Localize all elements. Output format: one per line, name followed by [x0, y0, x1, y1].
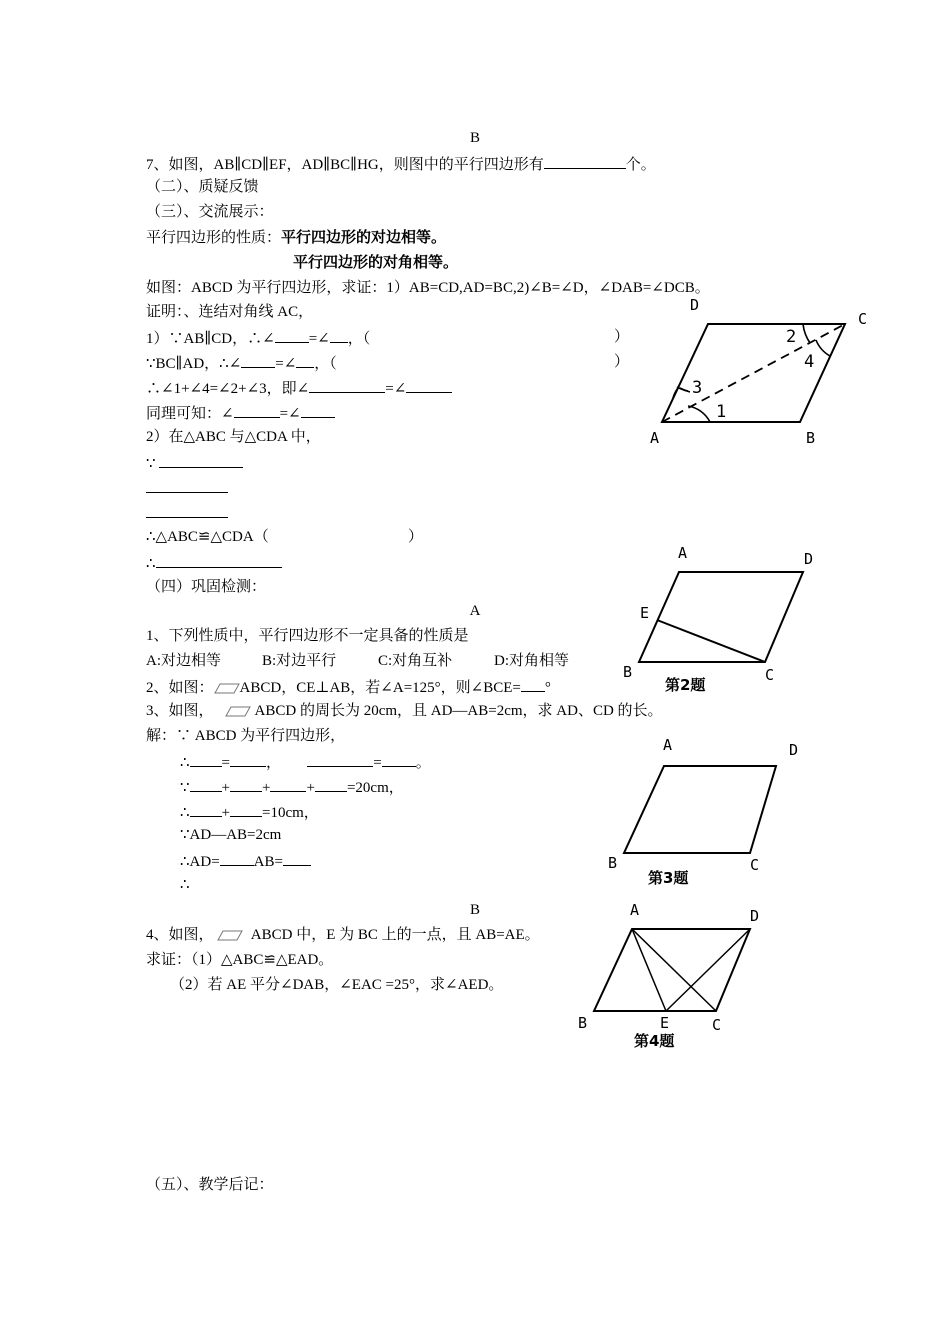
proof-step-5: 2）在△ABC 与△CDA 中，	[146, 429, 321, 445]
vertex-b: B	[623, 663, 633, 681]
figure-2-caption: 第2题	[665, 676, 706, 694]
solution-line-4: ∴ + =10cm，	[180, 802, 319, 822]
figure-3-parallelogram	[600, 733, 815, 893]
top-label-b: B	[469, 130, 480, 146]
paren-close: ）	[614, 329, 630, 345]
property-line-2: 平行四边形的对角相等。	[293, 255, 459, 271]
option-c: C:对角互补	[378, 653, 453, 669]
angle-4: 4	[804, 352, 815, 372]
vertex-d: D	[789, 741, 799, 759]
paren-close: ）	[614, 354, 630, 370]
option-a: A:对边相等	[146, 653, 222, 669]
parallelogram-icon	[214, 683, 240, 694]
angle-2: 2	[786, 327, 797, 347]
vertex-a: A	[650, 429, 660, 447]
test-question-1: 1、下列性质中，平行四边形不一定具备的性质是	[146, 628, 469, 644]
parallelogram-icon	[225, 706, 251, 717]
proof-step-2: ∵BC∥AD，∴∠ =∠ ，（	[146, 353, 337, 373]
vertex-c: C	[858, 310, 868, 328]
test-question-3: 3、如图， ABCD 的周长为 20cm，且 AD—AB=2cm，求 AD、CD 的长。	[146, 703, 663, 719]
because-line: ∵	[146, 453, 243, 473]
vertex-d: D	[750, 907, 760, 925]
vertex-b: B	[608, 854, 618, 872]
mid-label-a: A	[469, 603, 481, 619]
figure-1-parallelogram	[640, 290, 880, 455]
vertex-b: B	[578, 1014, 588, 1032]
vertex-a: A	[630, 901, 640, 919]
section-4-heading: （四）巩固检测：	[146, 579, 267, 595]
proof-intro: 证明：、连结对角线 AC，	[146, 304, 314, 320]
test-question-4-part-1: 求证：（1）△ABC≌△EAD。	[146, 952, 334, 968]
figure-2-parallelogram	[615, 540, 825, 700]
figure-4-parallelogram	[570, 895, 790, 1055]
vertex-a: A	[678, 544, 688, 562]
vertex-d: D	[804, 550, 814, 568]
solution-line-3: ∵ + + + =20cm，	[180, 777, 404, 797]
angle-1: 1	[716, 402, 727, 422]
mid-label-b: B	[469, 902, 480, 918]
vertex-e: E	[640, 604, 650, 622]
blank-line	[146, 478, 228, 498]
proof-step-3: ∴∠1+∠4=∠2+∠3，即∠ =∠	[146, 378, 452, 398]
congruence-line: ∴△ABC≌△CDA（	[146, 529, 269, 545]
option-d: D:对角相等	[494, 653, 570, 669]
test-question-4-part-2: （2）若 AE 平分∠DAB，∠EAC =25°，求∠AED。	[170, 977, 504, 993]
section-5-heading: （五）、教学后记：	[146, 1177, 274, 1193]
vertex-c: C	[750, 856, 760, 874]
proof-step-4: 同理可知：∠ =∠	[146, 403, 335, 423]
proof-step-1: 1）∵AB∥CD，∴∠ =∠ ，（	[146, 328, 370, 348]
property-line-1: 平行四边形的性质：平行四边形的对边相等。	[146, 230, 447, 246]
question-7: 7、如图，AB∥CD∥EF，AD∥BC∥HG，则图中的平行四边形有 个。	[146, 154, 656, 174]
option-b: B:对边平行	[262, 653, 337, 669]
vertex-e: E	[660, 1014, 670, 1032]
solution-line-1: 解：∵ ABCD 为平行四边形，	[146, 728, 346, 744]
section-2-heading: （二）、质疑反馈	[146, 179, 259, 195]
given-statement: 如图：ABCD 为平行四边形，求证：1）AB=CD,AD=BC,2)∠B=∠D，∠DAB=∠DCB。	[146, 280, 710, 296]
section-3-heading: （三）、交流展示：	[146, 204, 274, 220]
angle-3: 3	[692, 378, 703, 398]
vertex-c: C	[712, 1016, 722, 1034]
therefore-line: ∴	[146, 553, 282, 573]
figure-4-caption: 第4题	[634, 1032, 675, 1050]
paren-close: ）	[408, 529, 424, 545]
test-question-2: 2、如图： ABCD，CE⊥AB，若∠A=125°，则∠BCE= °	[146, 677, 551, 697]
vertex-c: C	[765, 666, 775, 684]
solution-line-5: ∵AD—AB=2cm	[180, 827, 282, 843]
solution-line-7: ∴	[180, 877, 190, 893]
vertex-a: A	[663, 736, 673, 754]
solution-line-6: ∴AD= AB=	[180, 851, 311, 871]
figure-3-caption: 第3题	[648, 869, 689, 887]
answer-blank	[544, 154, 626, 169]
test-question-4: 4、如图， ABCD 中，E 为 BC 上的一点，且 AB=AE。	[146, 927, 540, 943]
blank-line	[146, 503, 228, 523]
parallelogram-icon	[217, 930, 243, 941]
vertex-b: B	[806, 429, 816, 447]
solution-line-2: ∴ = ， = 。	[180, 752, 431, 772]
vertex-d: D	[690, 296, 700, 314]
